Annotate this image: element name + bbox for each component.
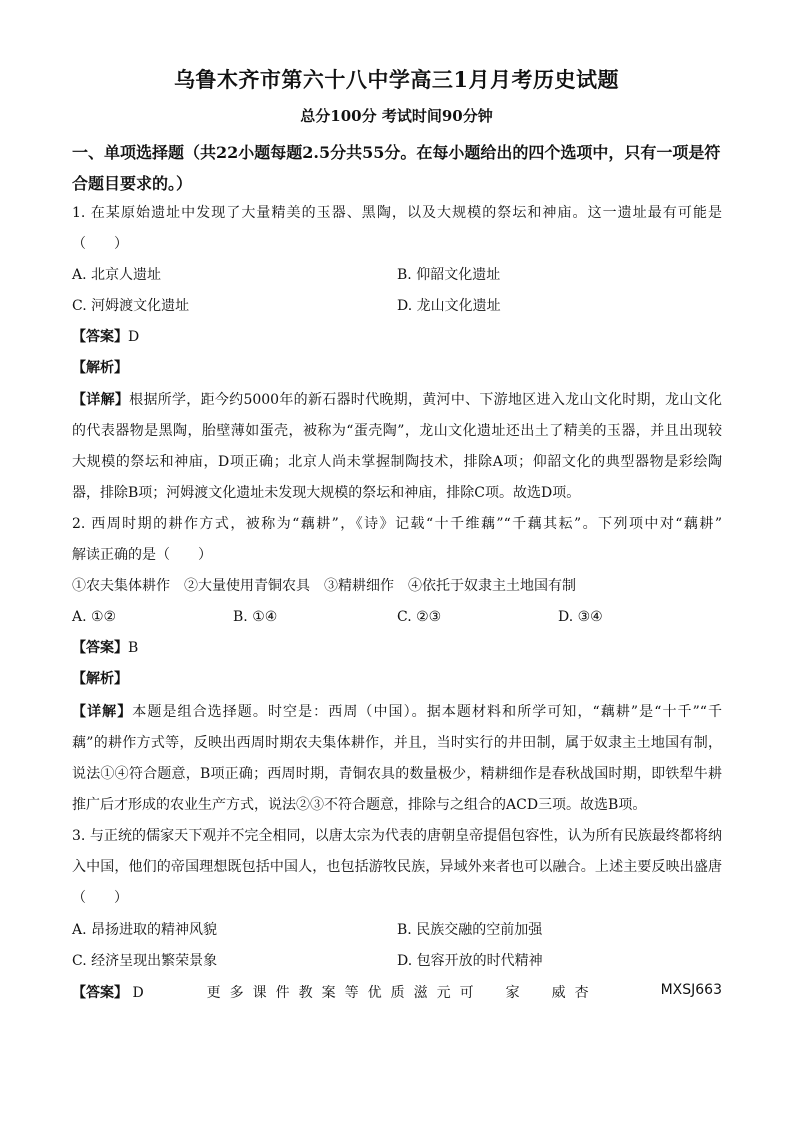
q2-detail-text1: 本题是组合选择题。时空是：西周（中国）。据本题材料和所学可知，“藕耕”是“十千”“千 — [132, 704, 722, 720]
q1-detail-line4: 器，排除B项；河姆渡文化遗址未发现大规模的祭坛和神庙，排除C项。故选D项。 — [72, 485, 581, 501]
q3-option-c: C. 经济呈现出繁荣景象 — [72, 953, 218, 969]
q3-option-d: D. 包容开放的时代精神 — [397, 953, 543, 969]
q1-detail-line2: 的代表器物是黑陶，胎壁薄如蛋壳，被称为“蛋壳陶”，龙山文化遗址还出土了精美的玉器，并且出现较 — [72, 423, 722, 439]
footer-watermark: MXSJ663 — [660, 982, 722, 998]
q3-stem-line2: 入中国，他们的帝国理想既包括中国人，也包括游牧民族，异域外来者也可以融合。上述主要反映出盛唐 — [72, 859, 722, 875]
page-title: 乌鲁木齐市第六十八中学高三1月月考历史试题 — [173, 67, 620, 92]
q1-option-a: A. 北京人遗址 — [72, 267, 162, 283]
q2-answer-value: B — [128, 640, 139, 656]
q1-analysis-tag: 【解析】 — [72, 360, 128, 376]
q3-stem-line1: 3. 与正统的儒家天下观并不完全相同，以唐太宗为代表的唐朝皇帝提倡包容性，认为所有民族最终都将纳 — [72, 828, 722, 844]
footer-answer-value: D — [132, 985, 144, 1001]
q1-detail-line1 — [72, 390, 722, 410]
q1-answer-value: D — [128, 329, 140, 345]
q1-answer — [72, 327, 139, 347]
q1-option-c: C. 河姆渡文化遗址 — [72, 298, 190, 314]
q2-detail-line4: 推广后才形成的农业生产方式，说法②③不符合题意，排除与之组合的ACD三项。故选B项。 — [72, 797, 647, 813]
q1-stem-line2: （ ） — [72, 236, 128, 252]
q1-answer-tag: 【答案】 — [72, 329, 128, 345]
q2-detail-tag: 【详解】 — [72, 704, 133, 720]
q2-detail-line1 — [72, 702, 722, 722]
q3-option-b: B. 民族交融的空前加强 — [397, 922, 543, 938]
q1-detail-tag: 【详解】 — [72, 392, 130, 408]
q2-option-c: C. ②③ — [397, 609, 442, 625]
footer-answer — [72, 982, 144, 1002]
q2-answer-tag: 【答案】 — [72, 640, 128, 656]
q2-answer — [72, 638, 138, 658]
q2-option-b: B. ①④ — [233, 609, 278, 625]
q2-detail-line2: 藕”的耕作方式等，反映出西周时期农夫集体耕作，并且，当时实行的井田制，属于奴隶主土地国有制， — [72, 735, 722, 751]
q2-stem-line2: 解读正确的是（ ） — [72, 547, 212, 563]
footer-answer-tag: 【答案】 — [72, 985, 128, 1001]
q2-statements: ①农夫集体耕作 ②大量使用青铜农具 ③精耕细作 ④依托于奴隶主土地国有制 — [72, 578, 576, 594]
q1-option-b: B. 仰韶文化遗址 — [397, 267, 501, 283]
q2-option-a: A. ①② — [72, 609, 117, 625]
q3-option-a: A. 昂扬进取的精神风貌 — [72, 922, 218, 938]
q1-option-d: D. 龙山文化遗址 — [397, 298, 501, 314]
q1-stem-line1: 1. 在某原始遗址中发现了大量精美的玉器、黑陶，以及大规模的祭坛和神庙。这一遗址最有可能是 — [72, 205, 722, 221]
footer-note: 更多课件教案等优质滋元可 家 威杏 — [206, 985, 598, 1001]
q2-detail-line3: 说法①④符合题意，B项正确；西周时期，青铜农具的数量极少，精耕细作是春秋战国时期，即铁犁牛耕 — [72, 766, 722, 782]
q1-detail-line3: 大规模的祭坛和神庙，D项正确；北京人尚未掌握制陶技术，排除A项；仰韶文化的典型器物是彩绘陶 — [72, 454, 722, 470]
q2-analysis-tag: 【解析】 — [72, 671, 128, 687]
footer-answer-line — [72, 982, 722, 1002]
q2-stem-line1: 2. 西周时期的耕作方式，被称为“藕耕”，《诗》记载“十千维藕”“千藕其耘”。下列项中对“藕耕” — [72, 516, 722, 532]
page-subtitle: 总分100分 考试时间90分钟 — [300, 107, 493, 125]
q3-stem-line3: （ ） — [72, 890, 128, 906]
section-heading: 一、单项选择题（共22小题每题2.5分共55分。在每小题给出的四个选项中，只有一项是符合题目要求的。） — [72, 143, 721, 193]
q1-detail-text1: 根据所学，距今约5000年的新石器时代晚期，黄河中、下游地区进入龙山文化时期，龙山文化 — [129, 392, 722, 408]
q2-option-d: D. ③④ — [558, 609, 603, 625]
